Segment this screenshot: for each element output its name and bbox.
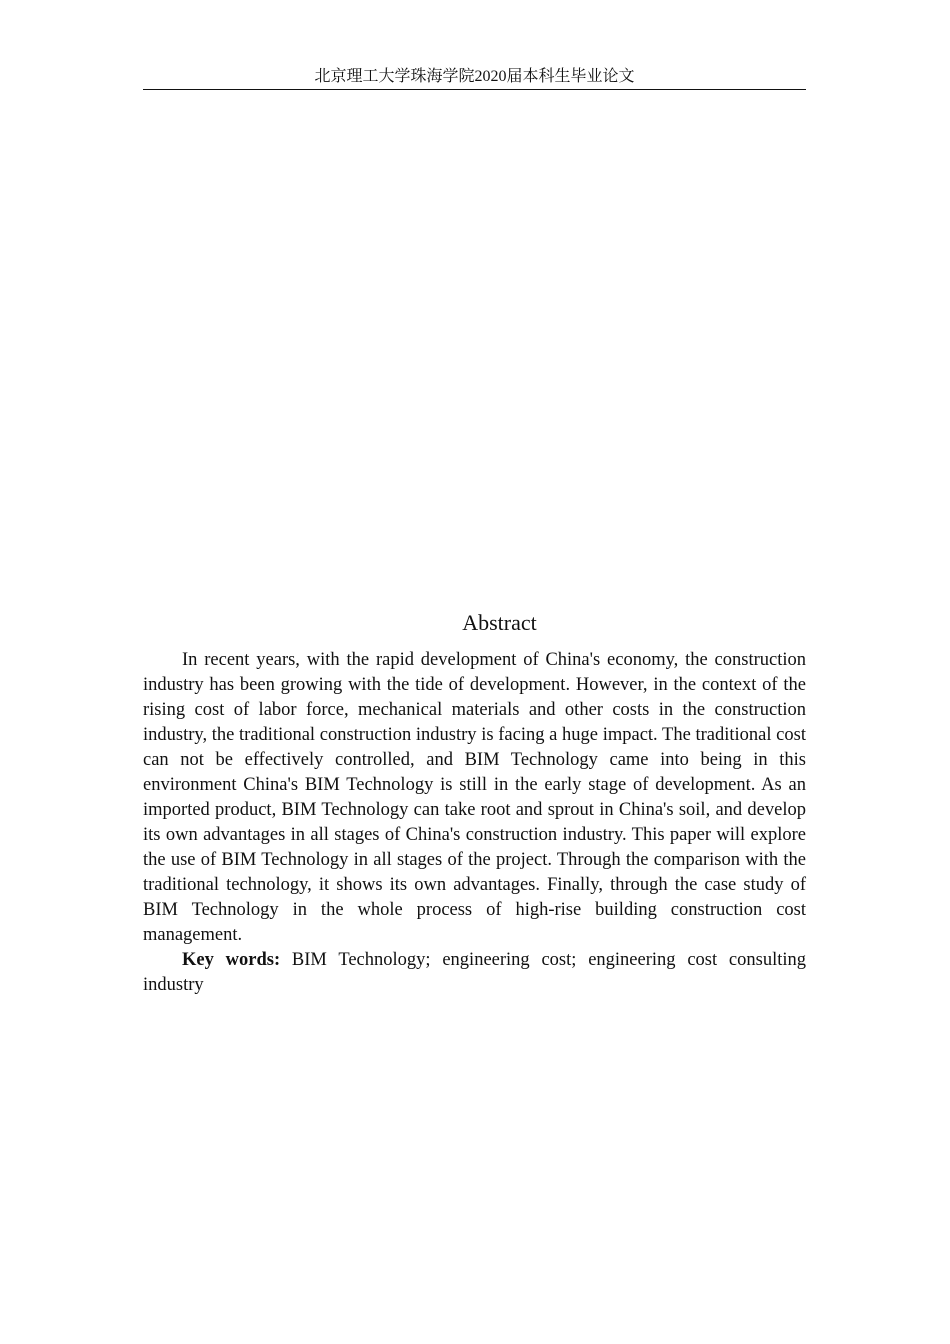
keywords-paragraph bbox=[143, 948, 806, 998]
abstract-paragraph: In recent years, with the rapid development of China's economy, the construction industry has been growing with the tide of development. However, in the context of the rising cost of labor force, mechanical materials and other costs in the construction industry, the traditional construction industry is facing a huge impact. The traditional cost can not be effectively controlled, and BIM Technology came into being in this environment China's BIM Technology is still in the early stage of development. As an imported product, BIM Technology can take root and sprout in China's soil, and develop its own advantages in all stages of China's construction industry. This paper will explore the use of BIM Technology in all stages of the project. Through the comparison with the traditional technology, it shows its own advantages. Finally, through the case study of BIM Technology in the whole process of high-rise building construction cost management. bbox=[143, 650, 806, 945]
abstract-section bbox=[143, 648, 806, 998]
page-header: 北京理工大学珠海学院2020届本科生毕业论文 bbox=[143, 66, 806, 90]
keywords-label: Key words: bbox=[182, 950, 281, 970]
abstract-title: Abstract bbox=[462, 610, 537, 635]
keywords-text: BIM Technology; engineering cost; engineering cost consulting industry bbox=[143, 950, 806, 995]
